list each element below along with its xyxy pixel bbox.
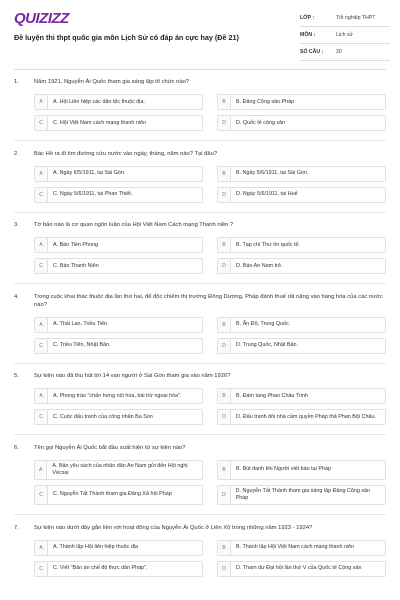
answer-options <box>34 388 386 425</box>
option-letter: B <box>218 95 231 109</box>
option-letter: B <box>218 238 231 252</box>
option-letter: B <box>218 541 231 555</box>
question-divider <box>14 283 386 284</box>
answer-option[interactable] <box>34 237 203 253</box>
option-letter: D <box>218 410 231 424</box>
question-number: 7. <box>14 524 19 531</box>
option-letter: D <box>218 116 231 130</box>
quizizz-logo: QUIZIZZ <box>14 10 69 27</box>
answer-option[interactable] <box>34 187 203 203</box>
answer-option[interactable] <box>217 187 386 203</box>
question-number: 2. <box>14 150 19 157</box>
question-text: Năm 1921, Nguyễn Ái Quốc tham gia sáng lập tổ chức nào? <box>34 79 190 85</box>
question-number: 6. <box>14 444 19 451</box>
option-letter: A <box>35 238 48 252</box>
answer-option[interactable] <box>34 460 203 480</box>
option-letter: D <box>218 486 231 504</box>
option-text: C. Ngày 5/6/1911, tại Phan Thiết. <box>53 191 133 198</box>
answer-options <box>34 166 386 203</box>
option-text: D. Nguyễn Tất Thành tham gia sáng lập Đảng Cộng sản Pháp <box>235 487 371 501</box>
question-divider <box>14 434 386 435</box>
answer-option[interactable] <box>217 540 386 556</box>
option-text: A. Thái Lan, Triều Tiên <box>53 321 108 328</box>
page-title: Đề luyện thi thpt quốc gia môn Lịch Sử có đáp án cực hay (Đề 21) <box>14 33 239 42</box>
answer-option[interactable] <box>34 338 203 354</box>
question-text: Sự kiện nào đã thu hút tới 14 vạn người ở Sài Gòn tham gia vào năm 1926? <box>34 373 231 380</box>
option-letter: D <box>218 562 231 576</box>
question-number: 5. <box>14 373 19 380</box>
answer-options <box>34 317 386 354</box>
question-text: Trong cuộc khai thác thuộc địa lần thứ hai, để độc chiếm thị trường Đông Dương, Pháp đánh thuế rất nặng vào hàng hóa của các nước nào? <box>34 293 383 308</box>
question-number: 1. <box>14 79 19 85</box>
answer-option[interactable] <box>34 409 203 425</box>
answer-option[interactable] <box>217 258 386 274</box>
answer-option[interactable] <box>34 317 203 333</box>
answer-option[interactable] <box>34 485 203 505</box>
option-letter: C <box>35 339 48 353</box>
option-letter: C <box>35 410 48 424</box>
option-letter: A <box>35 95 48 109</box>
answer-option[interactable] <box>34 258 203 274</box>
answer-option[interactable] <box>34 561 203 577</box>
option-text: B. Ấn Độ, Trung Quốc. <box>236 321 291 328</box>
answer-option[interactable] <box>217 409 386 425</box>
question-item <box>14 150 386 203</box>
question-header <box>14 372 386 380</box>
option-letter: B <box>218 318 231 332</box>
option-text: D. Quốc tế cộng sản <box>236 119 286 126</box>
answer-option[interactable] <box>34 115 203 131</box>
question-item <box>14 524 386 577</box>
option-letter: A <box>35 167 48 181</box>
option-text: A. Báo Tiền Phong <box>53 241 98 248</box>
question-item <box>14 78 386 131</box>
option-text: A. Hội Liên hiệp các dân tộc thuộc địa. <box>53 98 145 105</box>
option-text: A. Ngày 6/5/1911, tại Sài Gòn. <box>53 170 126 177</box>
meta-value: Lịch sử <box>336 32 354 38</box>
answer-option[interactable] <box>217 94 386 110</box>
answer-option[interactable] <box>217 166 386 182</box>
page-header <box>0 0 400 72</box>
option-letter: A <box>35 318 48 332</box>
option-text: A. Phong trào "chấn hưng nội hóa, bài trừ ngoại hóa". <box>53 392 182 399</box>
option-text: C. Hội Việt Nam cách mạng thanh niên <box>53 119 147 126</box>
option-text: B. Ngày 5/6/1911, tại Sài Gòn. <box>236 170 309 177</box>
option-text: C. Cuộc đấu tranh của công nhân Ba Son <box>53 413 153 420</box>
question-header <box>14 150 386 158</box>
option-letter: B <box>218 461 231 479</box>
answer-option[interactable] <box>217 460 386 480</box>
option-text: D. Ngày 5/6/1911, tại Huế <box>236 191 298 198</box>
question-item <box>14 221 386 274</box>
question-text: Tờ báo nào là cơ quan ngôn luận của Hội Việt Nam Cách mạng Thanh niên ? <box>34 222 234 229</box>
question-text: Tên gọi Nguyễn Ái Quốc bắt đầu xuất hiện từ sự kiện nào? <box>34 444 186 451</box>
option-text: A. Bản yêu sách của nhân dân An Nam gửi đến Hội nghị Vécxai <box>52 462 188 476</box>
option-text: C. Báo Thanh Niên <box>53 262 99 269</box>
meta-row-subject <box>300 27 390 44</box>
option-text: D. Tham dự Đại hội lần thứ V của Quốc tế Cộng sản <box>236 565 362 572</box>
question-header <box>14 221 386 229</box>
option-letter: C <box>35 188 48 202</box>
option-text: D. Đấu tranh đòi nhà cầm quyền Pháp thả Phan Bội Châu. <box>236 413 376 420</box>
question-list <box>14 78 386 577</box>
option-text: B. Tạp chí Thư tín quốc tế. <box>236 241 300 248</box>
option-letter: D <box>218 188 231 202</box>
question-header <box>14 444 386 452</box>
answer-option[interactable] <box>217 485 386 505</box>
meta-value: Tốt nghiệp THPT <box>336 15 376 21</box>
answer-option[interactable] <box>217 388 386 404</box>
option-letter: D <box>218 339 231 353</box>
question-item <box>14 444 386 505</box>
option-text: B. Đám tang Phan Châu Trinh <box>236 392 308 399</box>
worksheet-meta <box>300 10 390 61</box>
meta-key: MÔN : <box>300 32 316 38</box>
answer-option[interactable] <box>34 166 203 182</box>
option-text: B. Bút danh khi Người viết báo tại Pháp <box>236 466 331 473</box>
answer-options <box>34 94 386 131</box>
option-text: C. Viết "Bản án chế độ thực dân Pháp". <box>53 565 148 572</box>
meta-value: 30 <box>336 49 342 55</box>
option-letter: A <box>35 389 48 403</box>
answer-option[interactable] <box>34 94 203 110</box>
meta-key: SỐ CÂU : <box>300 49 324 55</box>
question-header <box>14 78 386 86</box>
option-letter: D <box>218 259 231 273</box>
option-text: A. Thành lập Hội liên hiệp thuộc địa <box>53 544 139 551</box>
option-text: B. Thành lập Hội Việt Nam cách mạng thanh niên <box>236 544 355 551</box>
answer-option[interactable] <box>217 237 386 253</box>
question-number: 4. <box>14 293 19 300</box>
question-header <box>14 524 386 532</box>
option-letter: A <box>35 541 48 555</box>
answer-options <box>34 237 386 274</box>
question-text: Sự kiện nào dưới đây gắn liền với hoạt động của Nguyễn Ái Quốc ở Liên Xô trong những năm 1923 - 1924? <box>34 524 313 531</box>
option-text: B. Đảng Cộng sản Pháp <box>236 98 295 105</box>
option-text: D. Báo An Nam trẻ. <box>236 262 283 269</box>
option-text: C. Nguyễn Tất Thành tham gia Đảng Xã hội Pháp <box>53 491 172 498</box>
question-text: Bác Hồ ra đi tìm đường cứu nước vào ngày, tháng, năm nào? Tại đâu? <box>34 150 218 157</box>
option-text: D. Trung Quốc, Nhật Bản. <box>236 342 299 349</box>
answer-options <box>34 540 386 577</box>
option-letter: B <box>218 167 231 181</box>
question-divider <box>14 514 386 515</box>
answer-option[interactable] <box>217 317 386 333</box>
meta-row-class <box>300 10 390 27</box>
option-letter: A <box>35 461 47 479</box>
question-header <box>14 293 386 309</box>
option-letter: C <box>35 562 48 576</box>
header-divider <box>14 69 386 70</box>
answer-option[interactable] <box>217 561 386 577</box>
question-divider <box>14 212 386 213</box>
answer-options <box>34 460 386 505</box>
question-number: 3. <box>14 222 19 229</box>
option-letter: C <box>35 116 48 130</box>
option-letter: B <box>218 389 231 403</box>
answer-option[interactable] <box>34 388 203 404</box>
question-item <box>14 372 386 425</box>
option-letter: C <box>35 486 48 504</box>
question-divider <box>14 140 386 141</box>
meta-row-count <box>300 44 390 61</box>
option-text: C. Triều Tiên, Nhật Bản. <box>53 342 111 349</box>
answer-option[interactable] <box>217 115 386 131</box>
question-divider <box>14 363 386 364</box>
question-item <box>14 293 386 354</box>
option-letter: C <box>35 259 48 273</box>
answer-option[interactable] <box>217 338 386 354</box>
answer-option[interactable] <box>34 540 203 556</box>
meta-key: LỚP : <box>300 15 315 21</box>
